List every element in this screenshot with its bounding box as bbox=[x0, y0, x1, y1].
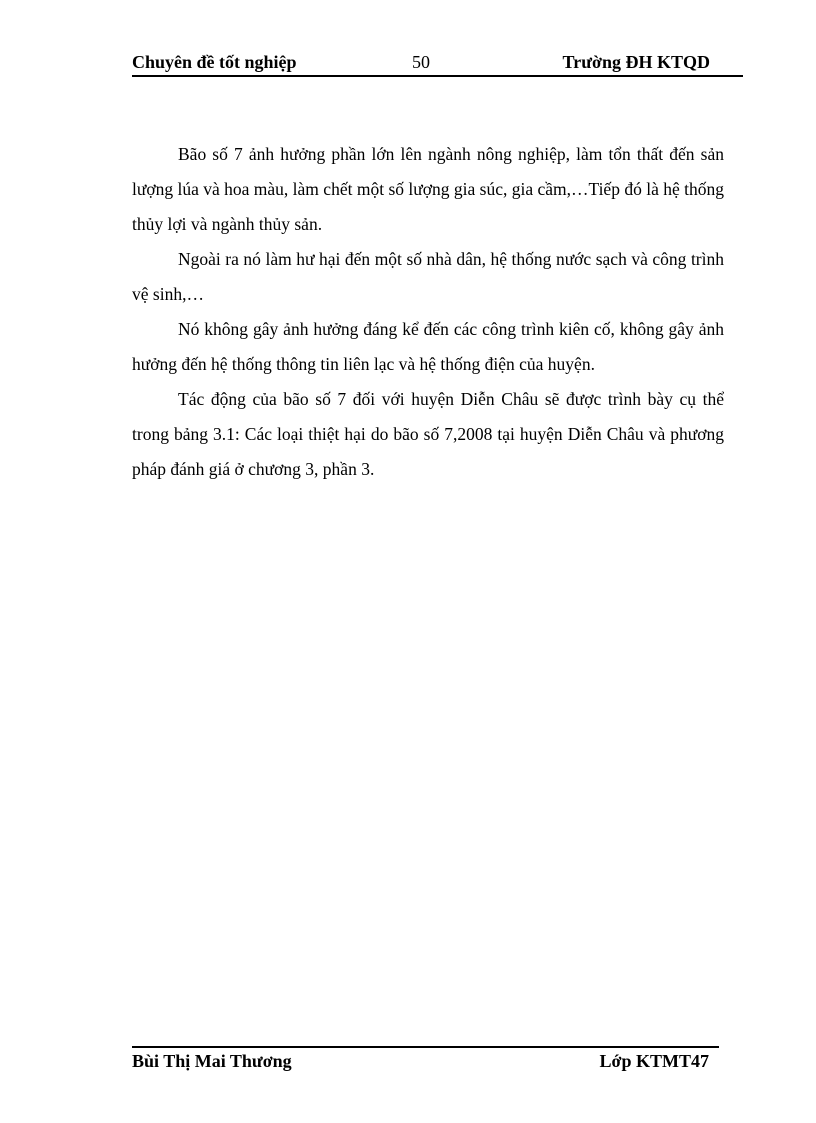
footer-rule bbox=[132, 1046, 719, 1048]
footer-author: Bùi Thị Mai Thương bbox=[132, 1051, 292, 1071]
header-document-title: Chuyên đề tốt nghiệp bbox=[132, 52, 297, 72]
body-paragraph: Bão số 7 ảnh hưởng phần lớn lên ngành nông nghiệp, làm tổn thất đến sản lượng lúa và hoa màu, làm chết một số lượng gia súc, gia cầm,…Tiếp đó là hệ thống thủy lợi và ngành thủy sản. bbox=[132, 144, 724, 234]
body-paragraph: Ngoài ra nó làm hư hại đến một số nhà dân, hệ thống nước sạch và công trình vệ sinh,… bbox=[132, 249, 724, 304]
footer-class: Lớp KTMT47 bbox=[599, 1051, 709, 1071]
header-rule bbox=[132, 75, 743, 77]
page-footer bbox=[132, 1051, 719, 1075]
header-page-number: 50 bbox=[412, 52, 430, 72]
page-header bbox=[132, 52, 742, 76]
body-paragraph: Tác động của bão số 7 đối với huyện Diễn Châu sẽ được trình bày cụ thể trong bảng 3.1: Các loại thiệt hại do bão số 7,2008 tại huyện Diễn Châu và phương pháp đánh giá ở chương 3, phần 3. bbox=[132, 389, 724, 479]
body-paragraph: Nó không gây ảnh hưởng đáng kể đến các công trình kiên cố, không gây ảnh hưởng đến hệ thống thông tin liên lạc và hệ thống điện của huyện. bbox=[132, 319, 724, 374]
document-body bbox=[132, 137, 724, 487]
header-school-name: Trường ĐH KTQD bbox=[562, 52, 710, 72]
